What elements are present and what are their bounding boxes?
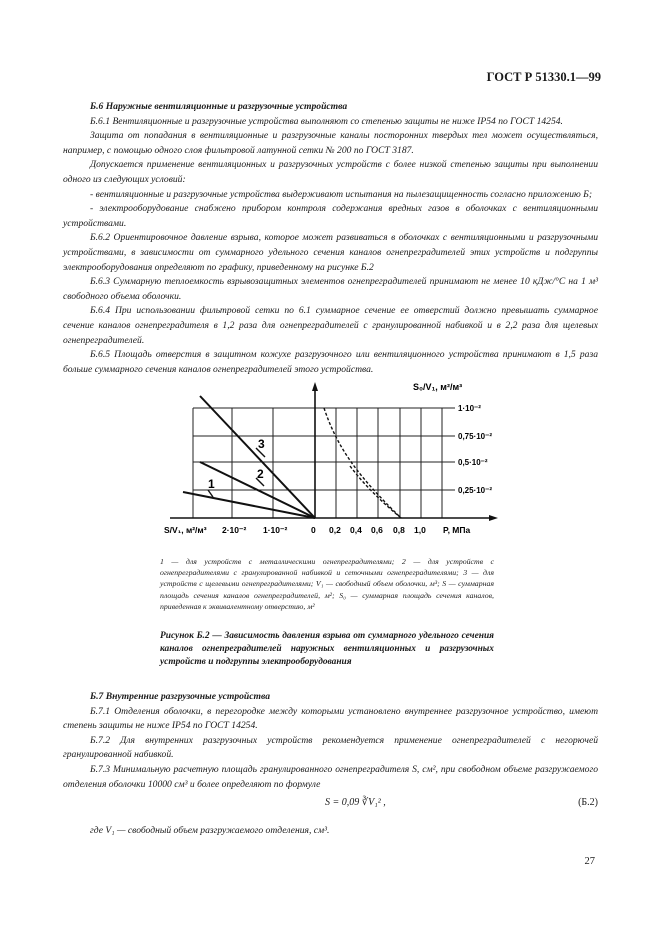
paragraph: - вентиляционные и разгрузочные устройства выдерживают испытания на пылезащищенность согласно приложению Б; [90, 188, 593, 200]
figure-b2-graph [160, 378, 505, 543]
left-tick: 2·10⁻² [222, 525, 247, 535]
paragraph: Б.6.2 Ориентировочное давление взрыва, которое может развиваться в оболочках с вентиляционными и разгрузочными устройствами, в зависимости от суммарного удельного сечения каналов огнепреградителей этих устройств и подгруппы электрооборудования определяют по графику, приведенному на рисунке Б.2 [63, 232, 598, 273]
figure-b2 [160, 378, 505, 543]
paragraph: Б.7.1 Отделения оболочки, в перегородке между которыми установлено внутреннее разгрузочное устройство, имеют степень защиты не ниже IP54 по ГОСТ 14254. [63, 705, 598, 732]
curve-label-2: 2 [257, 467, 264, 481]
formula-note: где V₁ — свободный объем разгружаемого отделения, см³. [90, 825, 330, 836]
right-axis-label: P, МПа [443, 525, 471, 535]
paragraph: - электрооборудование снабжено прибором контроля содержания вредных газов в оболочках с вентиляционными устройствами. [63, 203, 598, 229]
vertical-tick: 1·10⁻² [458, 404, 481, 413]
paragraph: Б.6.5 Площадь отверстия в защитном кожухе разгрузочного или вентиляционного устройства принимают в 1,5 раза больше суммарного сечения каналов огнепреградителей этого устройства. [63, 349, 598, 375]
document-header: ГОСТ Р 51330.1—99 [486, 70, 601, 84]
right-tick: 1,0 [414, 525, 426, 535]
left-tick: 1·10⁻² [263, 525, 288, 535]
paragraph: Б.7.2 Для внутренних разгрузочных устройств рекомендуется применение огнепреградителей с негорючей гранулированной набивкой. [63, 734, 598, 761]
paragraph: Б.6.1 Вентиляционные и разгрузочные устройства выполняют со степенью защиты не ниже IP54 по ГОСТ 14254. [90, 115, 563, 127]
curve-label-3: 3 [258, 437, 265, 451]
figure-caption: Рисунок Б.2 — Зависимость давления взрыва от суммарного удельного сечения каналов огнепреградителей наружных вентиляционных и разгрузочных устройств и подгруппы электрооборудования [160, 631, 494, 667]
formula-number: (Б.2) [578, 797, 598, 808]
paragraph: Защита от попадания в вентиляционные и разгрузочные каналы посторонних твердых тел может осуществляться, например, с помощью одного слоя фильтровой латунной сетки № 200 по ГОСТ 3187. [63, 130, 598, 156]
page-number: 27 [584, 856, 595, 867]
right-tick: 0,4 [350, 525, 362, 535]
section-b6 [63, 100, 598, 377]
formula-expression: S = 0,09 ∛V₁² , [325, 797, 386, 808]
right-tick: 0,2 [329, 525, 341, 535]
section-b7 [63, 690, 598, 792]
formula-b2 [60, 795, 600, 817]
paragraph: Допускается применение вентиляционных и разгрузочных устройств с более низкой степенью защиты при выполнении одного из следующих условий: [63, 159, 598, 185]
right-tick: 0,8 [393, 525, 405, 535]
paragraph: Б.6.3 Суммарную теплоемкость взрывозащитных элементов огнепреградителей принимают не менее 10 кДж/°С на 1 м³ свободного объема оболочки. [63, 276, 598, 302]
section-title: Б.7 Внутренние разгрузочные устройства [90, 691, 270, 702]
vertical-tick: 0,75·10⁻² [458, 432, 493, 441]
paragraph: Б.6.4 При использовании фильтровой сетки по 6.1 суммарное сечение ее отверстий должно превышать суммарное сечение каналов огнепреградителя в 1,2 раза для огнепреградителей с гранулированной набивкой и в 2,2 раза для щелевых огнепреградителей. [63, 305, 598, 346]
vertical-tick: 0,5·10⁻² [458, 458, 488, 467]
right-tick: 0,6 [371, 525, 383, 535]
section-title: Б.6 Наружные вентиляционные и разгрузочные устройства [90, 101, 348, 112]
left-tick: 0 [311, 525, 316, 535]
horizontal-axis-arrow [489, 515, 498, 521]
formula-note-block [63, 824, 598, 839]
left-axis-label: S/V₁, м²/м³ [164, 525, 207, 535]
vertical-tick: 0,25·10⁻² [458, 486, 493, 495]
vertical-axis-arrow [312, 382, 318, 391]
vertical-axis-label: S₀/V₁, м²/м³ [413, 382, 463, 392]
curve-label-1: 1 [208, 477, 215, 491]
paragraph: Б.7.3 Минимальную расчетную площадь гранулированного огнепреградителя S, см², при свободном объеме разгружаемого отделения оболочки 10000 см³ и более определяют по формуле [63, 763, 598, 790]
figure-legend: 1 — для устройств с металлическими огнепреградителями; 2 — для устройств с огнепреградителями с гранулированной набивкой и сеточными огнепреградителями; 3 — для устройств с щелевыми огнепреградителями; V₁ — свободный объем оболочки, м³; S — суммарная площадь сечения каналов огнепреградителей, м²; S₀ — суммарная площадь сечения каналов, приведенная к эквивалентному отверстию, м² [160, 557, 494, 611]
